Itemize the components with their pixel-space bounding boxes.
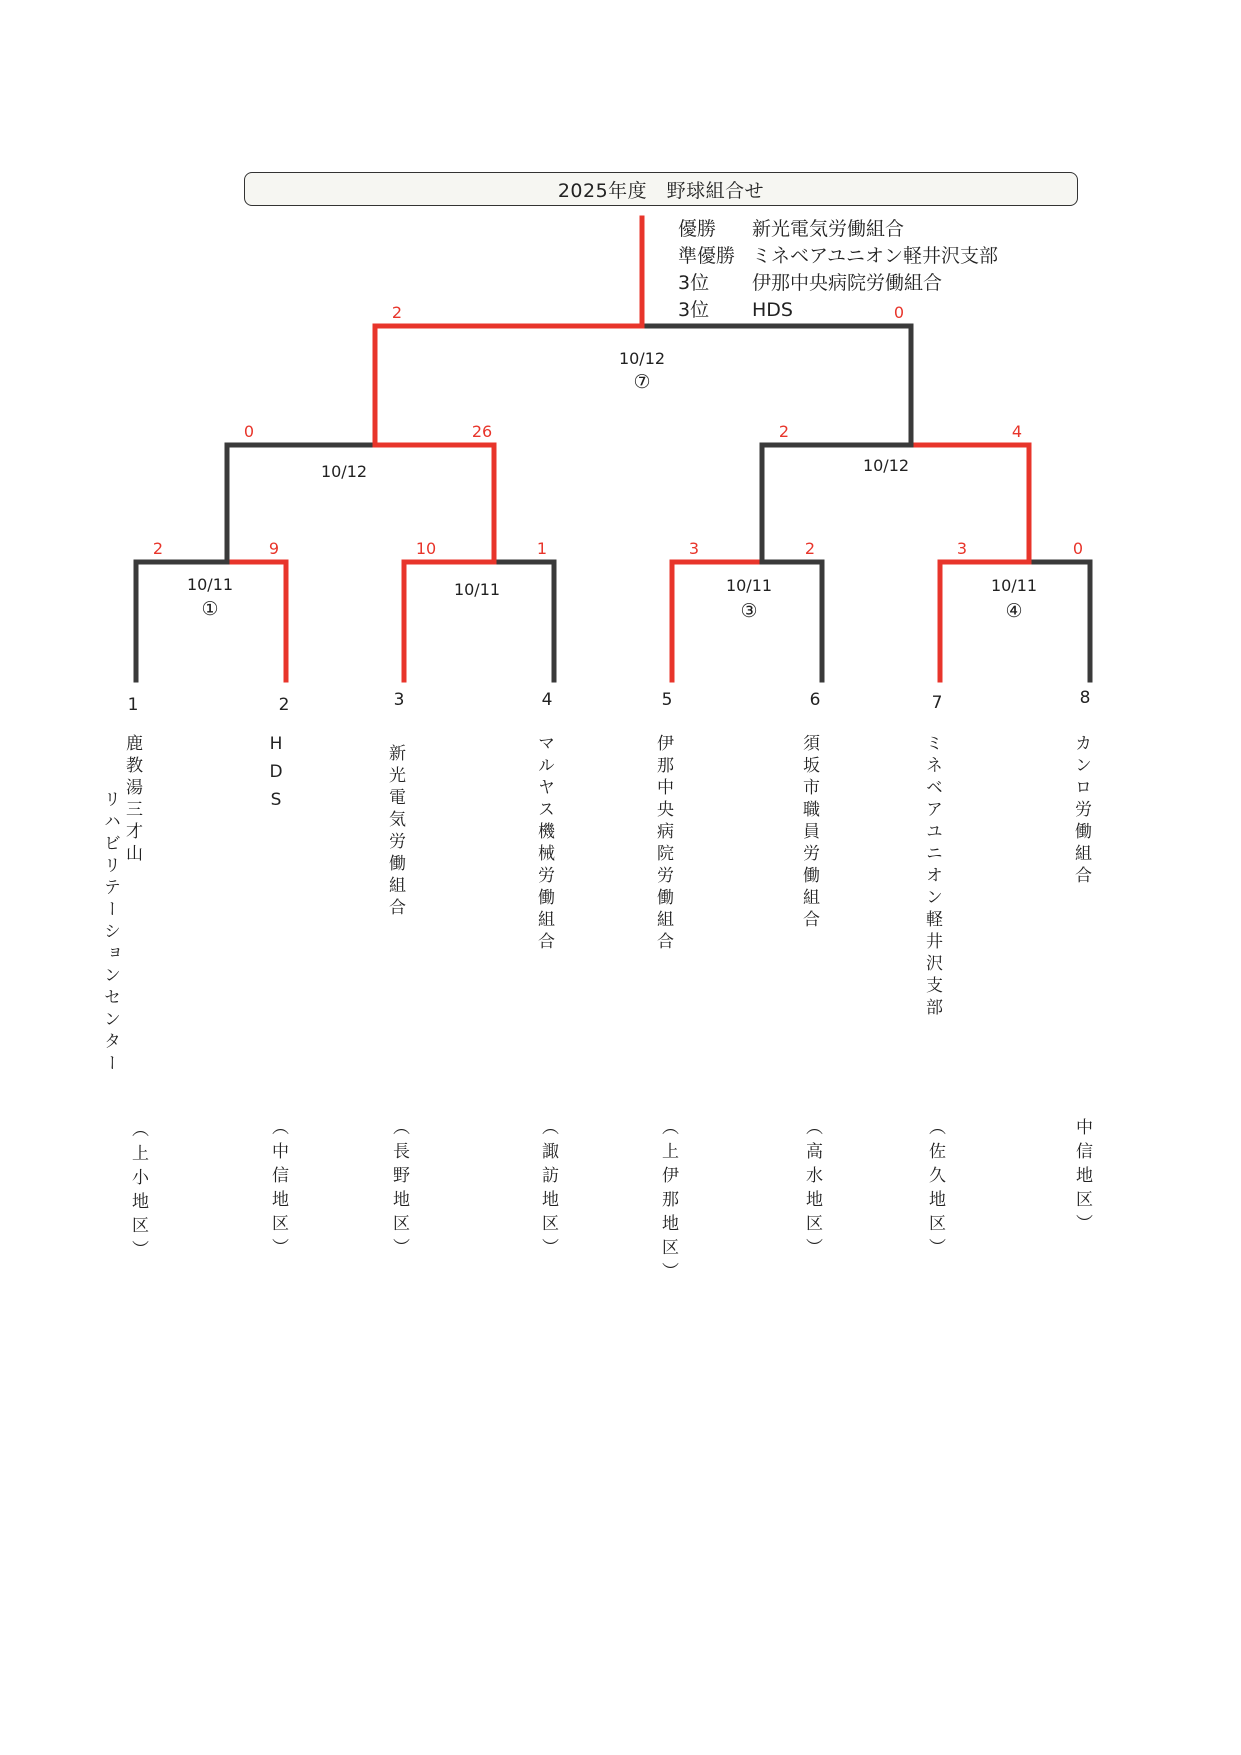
result-team: 新光電気労働組合 <box>752 218 905 240</box>
score-left: 2 <box>778 422 790 441</box>
match-date: 10/11 <box>453 580 501 599</box>
result-team: ミネベアユニオン軽井沢支部 <box>752 245 999 267</box>
match-number: ⑦ <box>633 371 651 393</box>
score-right: 26 <box>471 422 493 441</box>
result-rank: 3位 <box>678 299 710 321</box>
team-name: ミネベアユニオン軽井沢支部 <box>922 734 942 1020</box>
match-date: 10/11 <box>990 576 1038 595</box>
score-left: 10 <box>415 539 437 558</box>
score-right: 9 <box>268 539 280 558</box>
score-left: 2 <box>152 539 164 558</box>
result-rank: 優勝 <box>678 218 717 240</box>
score-right: 4 <box>1011 422 1023 441</box>
team-region: （高水地区） <box>802 1118 822 1262</box>
team-name: 鹿教湯三才山 <box>122 734 142 866</box>
score-left: 3 <box>956 539 968 558</box>
team-number: 5 <box>661 690 673 710</box>
team-name: 須坂市職員労働組合 <box>799 734 819 932</box>
match-date: 10/11 <box>725 576 773 595</box>
match-date: 10/12 <box>618 349 666 368</box>
score-left: 0 <box>243 422 255 441</box>
team-region: （上伊那地区） <box>658 1118 678 1286</box>
match-number: ③ <box>740 600 758 622</box>
result-team: HDS <box>752 299 793 321</box>
result-rank: 3位 <box>678 272 710 294</box>
match-date: 10/12 <box>862 456 910 475</box>
team-name: リハビリテーションセンター <box>100 790 120 1076</box>
team-region: （佐久地区） <box>925 1118 945 1262</box>
team-number: 3 <box>393 690 405 710</box>
team-number: 8 <box>1079 688 1091 708</box>
team-number: 7 <box>931 693 943 713</box>
score-left: 2 <box>391 303 403 322</box>
team-region: （諏訪地区） <box>538 1118 558 1262</box>
team-name: 伊那中央病院労働組合 <box>653 734 673 954</box>
team-name: マルヤス機械労働組合 <box>534 734 554 954</box>
team-region: （長野地区） <box>389 1118 409 1262</box>
team-name: カンロ労働組合 <box>1071 734 1091 888</box>
match-number: ④ <box>1005 600 1023 622</box>
score-right: 0 <box>1072 539 1084 558</box>
team-number: 4 <box>541 690 553 710</box>
team-region: （中信地区） <box>268 1118 288 1262</box>
score-right: 1 <box>536 539 548 558</box>
team-name: 新光電気労働組合 <box>385 744 405 920</box>
match-date: 10/11 <box>186 575 234 594</box>
result-team: 伊那中央病院労働組合 <box>752 272 943 294</box>
team-number: 2 <box>278 695 290 715</box>
score-right: 0 <box>893 303 905 322</box>
result-rank: 準優勝 <box>678 245 736 267</box>
team-number: 1 <box>127 695 139 715</box>
match-date: 10/12 <box>320 462 368 481</box>
score-right: 2 <box>804 539 816 558</box>
team-region: 中信地区） <box>1072 1118 1092 1238</box>
bracket-title: 2025年度 野球組合せ <box>244 172 1078 206</box>
match-number: ① <box>201 598 219 620</box>
team-region: （上小地区） <box>128 1120 148 1264</box>
score-left: 3 <box>688 539 700 558</box>
team-name: HDS <box>266 734 286 818</box>
team-number: 6 <box>809 690 821 710</box>
